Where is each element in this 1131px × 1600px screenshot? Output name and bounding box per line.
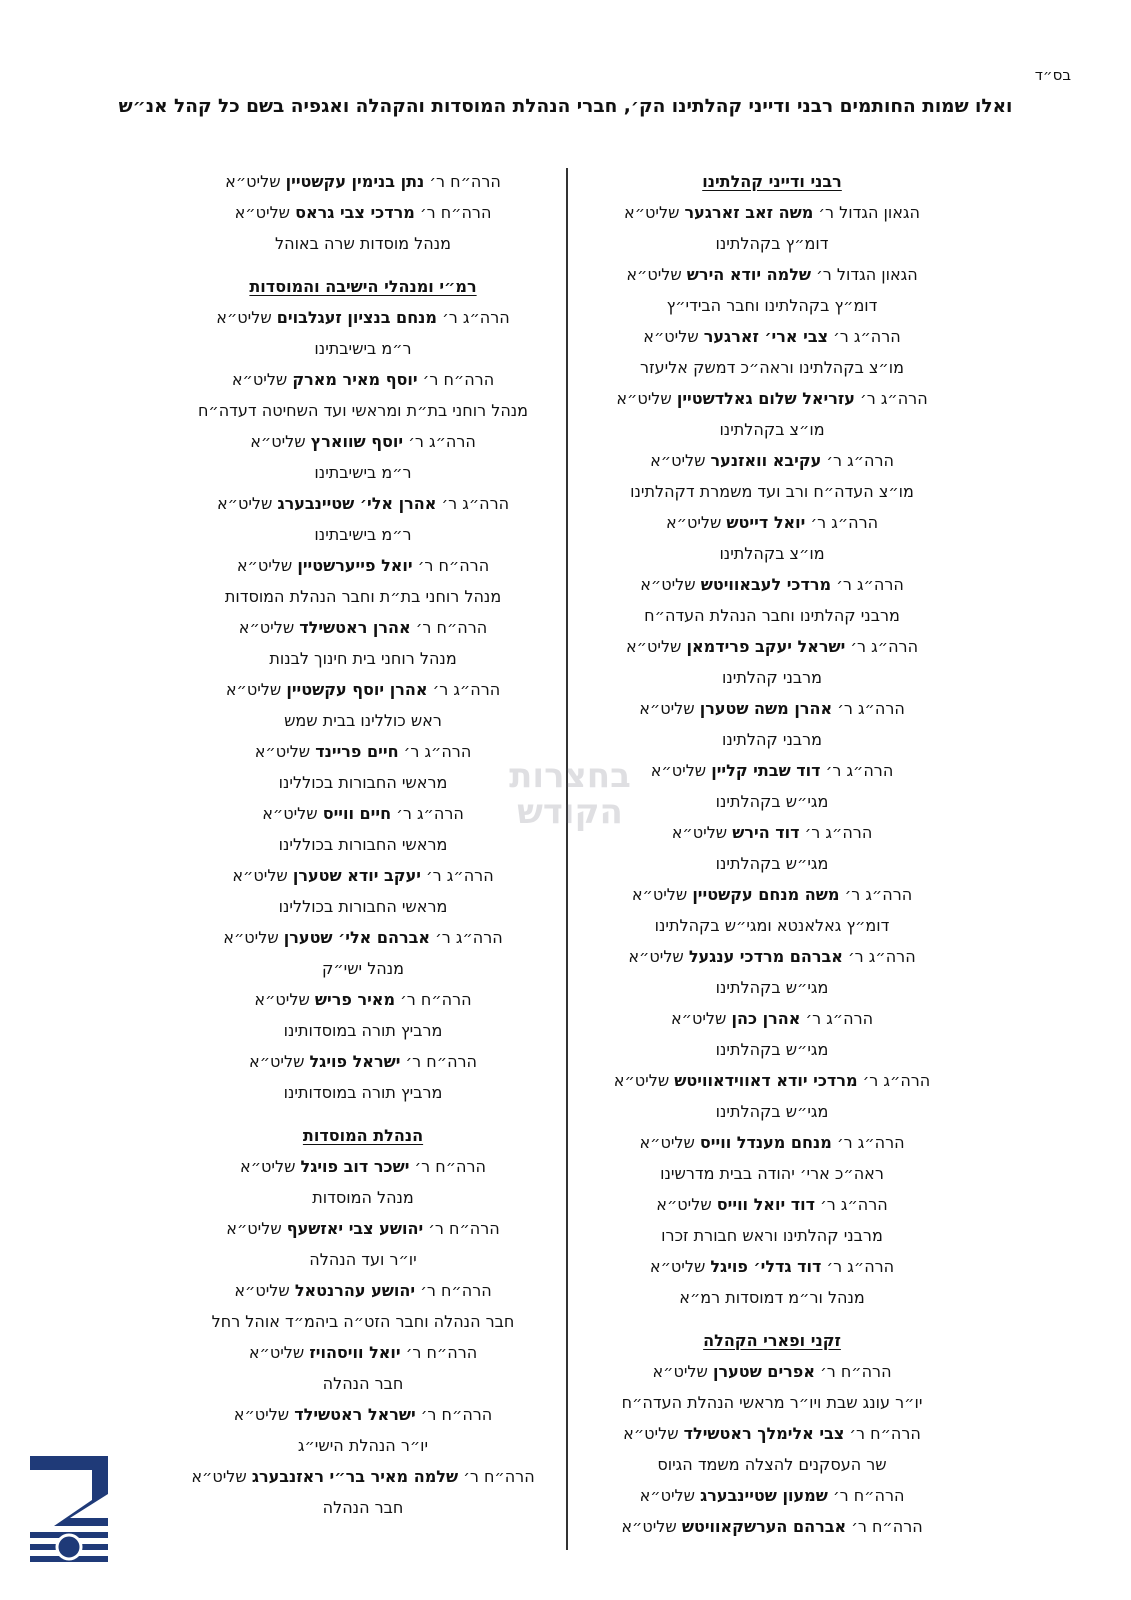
signatory-name: צבי ארי׳ זארגער [703, 327, 829, 346]
signatory-honorific: שליט״א [216, 308, 272, 327]
signatory-line [628, 941, 915, 972]
signatory-name: שלמה מאיר בר״י ראזנבערג [251, 1467, 459, 1486]
signatory-name: יוסף שווארץ [310, 432, 404, 451]
signatory-line [226, 674, 500, 705]
signatory-honorific: שליט״א [640, 575, 696, 594]
signatory-role: מנהל ישי״ק [321, 959, 405, 978]
signatory-title: הרה״ג ר׳ [442, 308, 510, 327]
signatory-honorific: שליט״א [248, 1343, 305, 1362]
signatory-name: דוד הירש [732, 823, 800, 842]
signatory-title: הרה״ג ר׳ [848, 947, 916, 966]
signatory-role: חבר הנהלה [322, 1374, 404, 1393]
signatory-honorific: שליט״א [639, 1133, 695, 1152]
signatory-line [651, 755, 894, 786]
signatory-role: מרבני קהלתינו וראש חבורת זכרו [661, 1226, 883, 1245]
signatory-honorific: שליט״א [226, 1219, 282, 1238]
signatory-title: הגאון הגדול ר׳ [818, 203, 920, 222]
signatory-line [640, 569, 904, 600]
signatory-name: אברהם אלי׳ שטערן [283, 928, 431, 947]
signatory-title: הרה״ח ר׳ [420, 1405, 493, 1424]
signatory-line [191, 1461, 534, 1492]
signatory-name: ישראל יעקב פרידמאן [686, 637, 846, 656]
signatory-name: צבי אלימלך ראטשילד [683, 1424, 845, 1443]
signatory-name: משה זאב זארגער [684, 203, 814, 222]
watermark-line-2: הקודש [517, 792, 623, 832]
signatory-name: מרדכי יודא דאווידאוויטש [674, 1071, 858, 1090]
signatory-honorific: שליט״א [621, 1517, 677, 1536]
signatory-role: חבר הנהלה [322, 1498, 404, 1517]
signatory-line [262, 798, 464, 829]
signatory-line [621, 1511, 922, 1542]
signatory-role: מנהל מוסדות שרה באוהל [275, 234, 451, 253]
signatory-role: מו״צ בקהלתינו [719, 544, 825, 563]
signatory-honorific: שליט״א [625, 637, 682, 656]
signatory-honorific: שליט״א [254, 742, 311, 761]
signatory-name: יואל וויסהויז [309, 1343, 401, 1362]
signatory-name: אברהם הערשקאוויטש [681, 1517, 847, 1536]
column-divider [566, 168, 568, 1550]
section-heading: הנהלת המוסדות [302, 1126, 424, 1145]
signatory-honorific: שליט״א [250, 432, 306, 451]
signatory-title: הרה״ג ר׳ [826, 1257, 895, 1276]
signatory-title: הרה״ג ר׳ [408, 432, 476, 451]
signatory-role: מגי״ש בקהלתינו [715, 792, 829, 811]
signatory-honorific: שליט״א [650, 761, 707, 780]
signatories-left-column [168, 166, 558, 1523]
signatory-name: יוסף מאיר מארק [292, 370, 418, 389]
signatory-name: עקיבא וואזנער [710, 451, 822, 470]
signatory-line [632, 879, 912, 910]
signatory-title: הרה״ח ר׳ [400, 990, 472, 1009]
signatory-name: יהושע עהרנטאל [294, 1281, 416, 1300]
signatory-line [249, 1046, 477, 1077]
signatory-honorific: שליט״א [262, 804, 318, 823]
signatory-title: הרה״ג ר׳ [441, 494, 510, 513]
signatory-honorific: שליט״א [623, 1424, 679, 1443]
signatory-line [232, 860, 493, 891]
signatory-line [223, 922, 502, 953]
signatory-role: מרבני קהלתינו [722, 730, 822, 749]
signatory-line [666, 507, 878, 538]
signatory-line [614, 1065, 930, 1096]
signatory-title: הרה״ח ר׳ [849, 1424, 921, 1443]
signatory-title: הרה״ג ר׳ [860, 389, 928, 408]
section-heading: רבני ודייני קהלתינו [702, 172, 842, 191]
signatory-honorific: שליט״א [613, 1071, 670, 1090]
signatory-title: הרה״ג ר׳ [826, 451, 894, 470]
signatory-role: יו״ר הנהלת הישי״ג [297, 1436, 429, 1455]
signatory-role: ר״מ בישיבתינו [314, 525, 412, 544]
signatory-name: אהרן כהן [731, 1009, 801, 1028]
signatory-role: מו״צ בקהלתינו וראה״כ דמשק אליעזר [640, 358, 904, 377]
signatory-honorific: שליט״א [652, 1362, 708, 1381]
signatory-line [235, 197, 492, 228]
signatory-title: הרה״ח ר׳ [429, 172, 501, 191]
signatory-role: מרבני קהלתינו [722, 668, 822, 687]
signatory-honorific: שליט״א [240, 1157, 296, 1176]
signatory-honorific: שליט״א [616, 389, 672, 408]
signatory-role: יו״ר ועד הנהלה [309, 1250, 417, 1269]
signatory-honorific: שליט״א [234, 1281, 290, 1300]
signatory-line [234, 1399, 493, 1430]
signatory-honorific: שליט״א [234, 203, 290, 222]
signatory-title: הרה״ח ר׳ [417, 556, 490, 575]
signatory-honorific: שליט״א [254, 990, 310, 1009]
signatory-role: ר״מ בישיבתינו [314, 339, 412, 358]
signatory-line [255, 736, 472, 767]
signatory-line [640, 1480, 905, 1511]
signatory-title: הרה״ג ר׳ [432, 680, 501, 699]
signatory-line [249, 1337, 477, 1368]
signatory-honorific: שליט״א [628, 947, 684, 966]
signatory-honorific: שליט״א [231, 370, 288, 389]
signatory-title: הרה״ג ר׳ [396, 804, 464, 823]
signatory-honorific: שליט״א [631, 885, 688, 904]
signatory-role: דומ״ץ בקהלתינו וחבר הבידי״ץ [666, 296, 878, 315]
signatory-name: אהרן יוסף עקשטיין [286, 680, 428, 699]
signatories-right-column [582, 166, 962, 1542]
signatory-name: אפרים שטערן [712, 1362, 815, 1381]
signatory-honorific: שליט״א [670, 1009, 727, 1028]
signatory-name: שלמה יודא הירש [686, 265, 812, 284]
signatory-role: ר״מ בישיבתינו [314, 463, 412, 482]
signatory-honorific: שליט״א [238, 618, 295, 637]
signatory-name: מנחם בנציון זעגלבוים [276, 308, 438, 327]
signatory-role: יו״ר עונג שבת ויו״ר מראשי הנהלת העדה״ח [621, 1393, 923, 1412]
watermark [470, 758, 670, 838]
signatory-role: מרביץ תורה במוסדותינו [283, 1021, 443, 1040]
signatory-title: הרה״ג ר׳ [825, 761, 894, 780]
signatory-title: הרה״ג ר׳ [862, 1071, 931, 1090]
section-heading: זקני ופארי הקהלה [703, 1331, 841, 1350]
signatory-title: הרה״ג ר׳ [833, 327, 901, 346]
signatory-title: הרה״ח ר׳ [820, 1362, 892, 1381]
signatory-role: שר העסקנים להצלה משמד הגיוס [657, 1455, 887, 1474]
signatory-line [217, 488, 509, 519]
signatory-honorific: שליט״א [639, 699, 695, 718]
signatory-title: הרה״ח ר׳ [422, 370, 495, 389]
signatory-line [672, 817, 873, 848]
signatory-name: חיים פריינד [315, 742, 399, 761]
signatory-line [250, 426, 476, 457]
signatory-name: אהרן משה שטערן [699, 699, 833, 718]
signatory-role: מנהל המוסדות [312, 1188, 414, 1207]
signatory-name: ישראל פויגל [309, 1052, 401, 1071]
signatory-line [226, 1213, 499, 1244]
signatory-role: מראשי החבורות בכוללינו [278, 897, 448, 916]
signatory-title: הגאון הגדול ר׳ [816, 265, 918, 284]
signatory-role: מנהל רוחני בת״ת וחבר הנהלת המוסדות [224, 587, 502, 606]
signatory-role: דומ״ץ בקהלתינו [715, 234, 829, 253]
signatory-honorific: שליט״א [665, 513, 722, 532]
signatory-name: יואל דייטש [726, 513, 806, 532]
signatory-name: אהרן אלי׳ שטיינבערג [277, 494, 437, 513]
signatory-line [639, 693, 905, 724]
signatory-name: אברהם מרדכי ענגעל [688, 947, 843, 966]
signatory-honorific: שליט״א [225, 172, 281, 191]
signatory-honorific: שליט״א [236, 556, 293, 575]
signatory-title: הרה״ג ר׳ [403, 742, 472, 761]
signatory-honorific: שליט״א [624, 203, 680, 222]
signatory-title: הרה״ג ר׳ [426, 866, 494, 885]
signatory-role: מגי״ש בקהלתינו [715, 1102, 829, 1121]
signatory-honorific: שליט״א [626, 265, 682, 284]
signatory-line [239, 612, 487, 643]
signatory-name: משה מנחם עקשטיין [692, 885, 840, 904]
signatory-title: הרה״ג ר׳ [836, 1133, 905, 1152]
signatory-role: מגי״ש בקהלתינו [715, 1040, 829, 1059]
signatory-title: הרה״ג ר׳ [805, 1009, 874, 1028]
signatory-role: דומ״ץ גאלאנטא ומגי״ש בקהלתינו [654, 916, 890, 935]
signatory-line [216, 302, 509, 333]
signatory-role: מרביץ תורה במוסדותינו [283, 1083, 443, 1102]
signatory-honorific: שליט״א [649, 1257, 706, 1276]
signatory-honorific: שליט״א [639, 1486, 695, 1505]
signatory-role: ראש כוללינו בבית שמש [284, 711, 442, 730]
signatory-line [232, 364, 494, 395]
signatory-title: הרה״ח ר׳ [420, 1281, 492, 1300]
signatory-name: נתן בנימין עקשטיין [285, 172, 425, 191]
signatory-title: הרה״ג ר׳ [844, 885, 913, 904]
section-heading: רמ״י ומנהלי הישיבה והמוסדות [249, 277, 477, 296]
signatory-line [240, 1151, 486, 1182]
signatory-role: מגי״ש בקהלתינו [715, 978, 829, 997]
signatory-line [650, 1251, 894, 1282]
signatory-role: מנהל רוחני בת״ת ומראשי ועד השחיטה דעדה״ח [197, 401, 529, 420]
signatory-name: יעקב יודא שטערן [292, 866, 421, 885]
signatory-line [616, 383, 927, 414]
signatory-name: מרדכי לעבאוויטש [700, 575, 832, 594]
signatory-role: ראה״כ ארי׳ יהודה בבית מדרשינו [660, 1164, 884, 1183]
signatory-role: מנהל ור״מ דמוסדות רמ״א [679, 1288, 865, 1307]
signatory-role: חבר הנהלה וחבר הזט״ה ביהמ״ד אוהל רחל [211, 1312, 515, 1331]
signatory-name: חיים ווייס [322, 804, 392, 823]
signatory-name: מנחם מענדל ווייס [699, 1133, 832, 1152]
signatory-honorific: שליט״א [249, 1052, 305, 1071]
signatory-honorific: שליט״א [232, 866, 288, 885]
signatory-honorific: שליט״א [191, 1467, 247, 1486]
signatory-honorific: שליט״א [233, 1405, 290, 1424]
signatory-name: יהושע צבי יאזשעף [286, 1219, 424, 1238]
signatory-name: מאיר פריש [314, 990, 396, 1009]
signatory-line [237, 550, 489, 581]
signatory-line [643, 321, 900, 352]
signatory-honorific: שליט״א [223, 928, 279, 947]
signatory-title: הרה״ח ר׳ [405, 1343, 478, 1362]
signatory-name: מרדכי צבי גראס [295, 203, 415, 222]
signatory-role: מגי״ש בקהלתינו [715, 854, 829, 873]
signatory-title: הרה״ח ר׳ [414, 1157, 486, 1176]
signatory-title: הרה״ג ר׳ [837, 699, 905, 718]
signatory-line [652, 1356, 891, 1387]
signatory-honorific: שליט״א [671, 823, 728, 842]
signatory-line [624, 197, 920, 228]
signatory-honorific: שליט״א [216, 494, 273, 513]
page-title: ואלו שמות החותמים רבני ודייני קהלתינו הק׳, חברי הנהלת המוסדות והקהלה ואגפיה בשם כל קהל אנ״ש [118, 96, 1013, 117]
signatory-honorific: שליט״א [225, 680, 282, 699]
organization-logo-icon [30, 1456, 108, 1574]
signatory-line [639, 1127, 904, 1158]
signatory-role: מנהל רוחני בית חינוך לבנות [269, 649, 457, 668]
signatory-title: הרה״ח ר׳ [405, 1052, 477, 1071]
signatory-name: דוד גדלי׳ פויגל [710, 1257, 822, 1276]
signatory-line [623, 1418, 921, 1449]
signatory-title: הרה״ג ר׳ [820, 1195, 888, 1214]
signatory-line [254, 984, 471, 1015]
signatory-line [626, 631, 918, 662]
signatory-title: הרה״ח ר׳ [832, 1486, 905, 1505]
signatory-title: הרה״ג ר׳ [804, 823, 873, 842]
signatory-name: ישראל ראטשילד [294, 1405, 416, 1424]
signatory-name: דוד שבתי קליין [711, 761, 821, 780]
signatory-line [656, 1189, 887, 1220]
signatory-line [626, 259, 917, 290]
bsd-mark: בס״ד [1034, 66, 1071, 84]
signatory-name: ישכר דוב פויגל [300, 1157, 410, 1176]
signatory-name: יואל פייערשטיין [297, 556, 413, 575]
signatory-title: הרה״ג ר׳ [435, 928, 503, 947]
signatory-title: הרה״ח ר׳ [463, 1467, 535, 1486]
signatory-role: מו״צ בקהלתינו [719, 420, 825, 439]
watermark-line-1: בחצרות [509, 756, 631, 796]
signatory-name: דוד יואל ווייס [716, 1195, 816, 1214]
signatory-title: הרה״ח ר׳ [415, 618, 488, 637]
signatory-role: מראשי החבורות בכוללינו [278, 773, 448, 792]
signatory-name: עזריאל שלום גאלדשטיין [676, 389, 855, 408]
signatory-title: הרה״ג ר׳ [850, 637, 919, 656]
signatory-name: שמעון שטיינבערג [700, 1486, 828, 1505]
signatory-line [671, 1003, 873, 1034]
signatory-line [234, 1275, 491, 1306]
signatory-role: מראשי החבורות בכוללינו [278, 835, 448, 854]
signatory-title: הרה״ח ר׳ [851, 1517, 923, 1536]
signatory-honorific: שליט״א [643, 327, 699, 346]
signatory-line [225, 166, 501, 197]
signatory-honorific: שליט״א [650, 451, 706, 470]
signatory-role: מו״צ העדה״ח ורב ועד משמרת דקהלתינו [630, 482, 914, 501]
signatory-title: הרה״ח ר׳ [428, 1219, 500, 1238]
signatory-role: מרבני קהלתינו וחבר הנהלת העדה״ח [644, 606, 900, 625]
signatory-honorific: שליט״א [656, 1195, 712, 1214]
signatory-name: אהרן ראטשילד [299, 618, 411, 637]
signatory-title: הרה״ג ר׳ [810, 513, 879, 532]
signatory-title: הרה״ג ר׳ [836, 575, 904, 594]
signatory-line [650, 445, 894, 476]
signatory-title: הרה״ח ר׳ [419, 203, 492, 222]
